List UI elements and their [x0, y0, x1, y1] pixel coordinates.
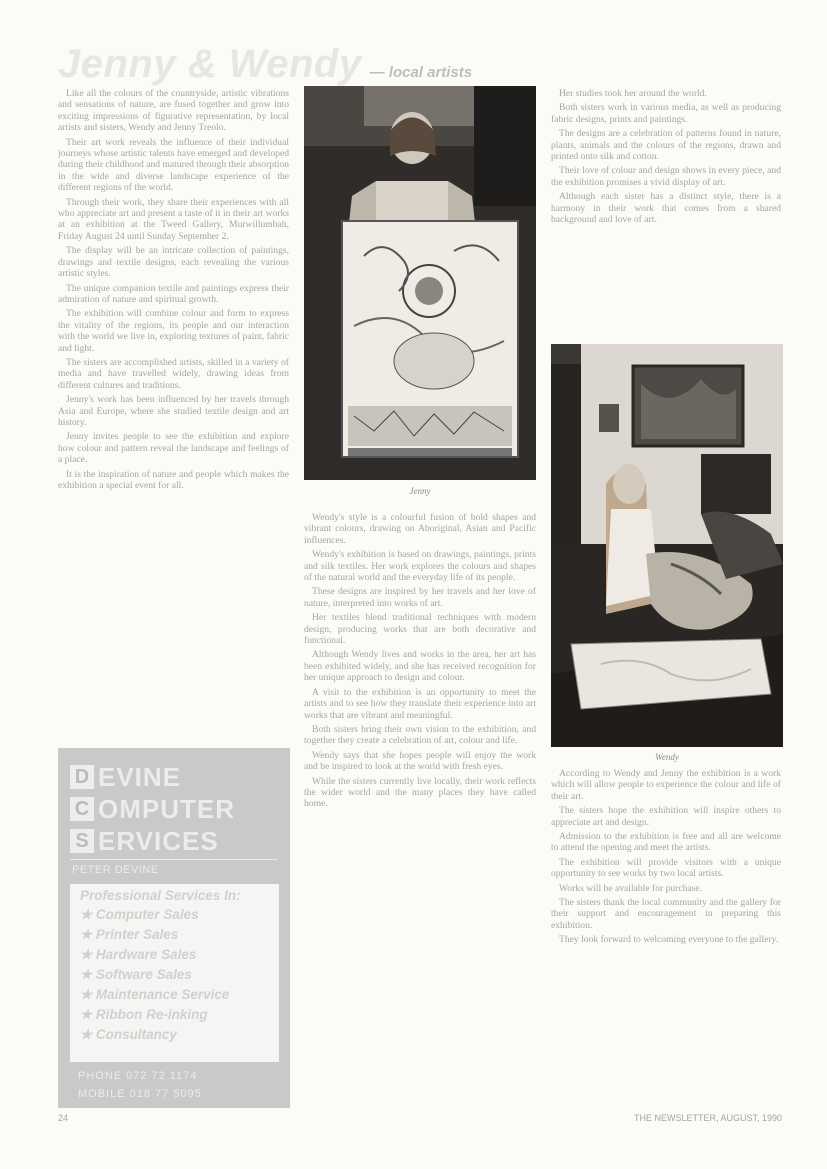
caption-jenny: Jenny [409, 486, 431, 496]
ad-divider [70, 859, 278, 860]
photo-wendy [551, 344, 783, 747]
caption-wendy: Wendy [655, 752, 679, 762]
advertisement-devine-computer-services [58, 748, 290, 1108]
photo-jenny-image [304, 86, 536, 480]
ad-service-item: ★ Ribbon Re-inking [80, 1007, 208, 1022]
headline-title: Jenny & Wendy [58, 42, 362, 86]
paragraph: Admission to the exhibition is free and all are welcome to attend the opening and meet the artists. [551, 831, 781, 854]
article-column-1 [58, 88, 289, 743]
ad-logo-letter: C [70, 797, 94, 821]
ad-logo-row-devine [70, 761, 182, 792]
ad-services-heading: Professional Services In: [80, 888, 241, 903]
ad-logo-word: OMPUTER [98, 793, 235, 824]
headline-subtitle: — local artists [369, 64, 473, 81]
paragraph: Although each sister has a distinct style, there is a harmony in their work that comes from a shared background and love of art. [551, 191, 781, 226]
paragraph: Jenny invites people to see the exhibition and explore how colour and pattern reveal the landscape and feelings of a place. [58, 431, 289, 466]
paragraph: Like all the colours of the countryside, artistic vibrations and sensations of nature, are fused together and grow into exciting impressions of figurative representation, by local artists and sisters, Wendy and Jenny Treolo. [58, 88, 289, 134]
ad-logo-letter: S [70, 829, 94, 853]
paragraph: While the sisters currently live locally, their work reflects the wider world and the many places they have called home. [304, 775, 536, 810]
paragraph: Their love of colour and design shows in every piece, and the exhibition promises a vivid display of art. [551, 165, 781, 188]
paragraph: Both sisters bring their own vision to the exhibition, and together they create a celebration of art, colour and life. [304, 723, 536, 747]
paragraph: Wendy's style is a colourful fusion of bold shapes and vibrant colours, drawing on Aboriginal, Asian and Pacific influences. [304, 512, 536, 546]
ad-service-item: ★ Consultancy [80, 1027, 177, 1042]
paragraph: Their art work reveals the influence of their individual journeys whose artistic talents have emerged and developed during their childhood and matured through their absorption in the wide and diverse landscape experience of the different regions of the world. [58, 136, 289, 194]
article-column-3-bottom [551, 768, 781, 1110]
ad-service-item: ★ Computer Sales [80, 907, 199, 922]
article-headline [58, 42, 518, 92]
paragraph: Works will be available for purchase. [559, 882, 703, 894]
paragraph: It is the inspiration of nature and people which makes the exhibition a special event for all. [58, 468, 289, 491]
ad-logo-row-computer [70, 793, 235, 824]
paragraph: The exhibition will combine colour and form to express the vitality of the regions, its people and our interaction with the world we live in, exploring textures of paint, fabric and light. [58, 308, 289, 354]
paragraph: The display will be an intricate collection of paintings, drawings and textile designs, each revealing the various artistic styles. [58, 245, 289, 280]
ad-proprietor-name: PETER DEVINE [72, 864, 159, 876]
paragraph: The unique companion textile and paintings express their admiration of nature and spiritual growth. [58, 282, 289, 305]
paragraph: The designs are a celebration of patterns found in nature, plants, animals and the colours of the regions, drawn and printed onto silk and cotton. [551, 128, 781, 163]
ad-logo-row-services [70, 825, 219, 856]
paragraph: They look forward to welcoming everyone to the gallery. [559, 934, 779, 946]
photo-wendy-image [551, 344, 783, 747]
paragraph: According to Wendy and Jenny the exhibition is a work which will allow people to experience the colour and life of their art. [551, 768, 781, 802]
paragraph: Through their work, they share their experiences with all who appreciate art and present a taste of it in their art works at an exhibition at the Tweed Gallery, Murwillumbah, Friday August 24 until Sunday September 2. [58, 196, 289, 242]
paragraph: Her textiles blend traditional techniques with modern design, producing works that are both decorative and functional. [304, 612, 536, 647]
paragraph: A visit to the exhibition is an opportunity to meet the artists and to see how they translate their experience into art works that are vibrant and meaningful. [304, 686, 536, 721]
paragraph: The sisters hope the exhibition will inspire others to appreciate art and design. [551, 805, 781, 828]
paragraph: Wendy's exhibition is based on drawings, paintings, prints and silk textiles. Her work explores the colours and shapes of the natural world and the everyday life of its people. [304, 549, 536, 584]
ad-services-box [70, 884, 279, 1062]
paragraph: The sisters are accomplished artists, skilled in a variety of media and have travelled widely, drawing ideas from different cultures and traditions. [58, 356, 289, 391]
ad-service-item: ★ Software Sales [80, 967, 192, 982]
paragraph: The exhibition will provide visitors with a unique opportunity to see works by two local artists. [551, 856, 781, 880]
ad-service-item: ★ Hardware Sales [80, 947, 197, 962]
paragraph: Jenny's work has been influenced by her travels through Asia and Europe, where she studied textile design and art history. [58, 394, 289, 428]
ad-mobile: MOBILE 018 77 5095 [78, 1088, 202, 1100]
paragraph: Wendy says that she hopes people will enjoy the work and be inspired to look at the world with fresh eyes. [304, 749, 536, 773]
paragraph: Her studies took her around the world. [559, 88, 707, 99]
paragraph: Although Wendy lives and works in the area, her art has been exhibited widely, and she has received recognition for her unique approach to design and colour. [304, 649, 536, 684]
paragraph: Both sisters work in various media, as well as producing fabric designs, prints and paintings. [551, 102, 781, 125]
paragraph: These designs are inspired by her travels and her love of nature, interpreted into works of art. [304, 586, 536, 609]
ad-service-item: ★ Printer Sales [80, 927, 179, 942]
article-column-2 [304, 512, 536, 1110]
article-column-3-top [551, 88, 781, 336]
paragraph: The sisters thank the local community and the gallery for their support and encouragement in preparing this exhibition. [551, 897, 781, 931]
photo-jenny [304, 86, 536, 480]
ad-logo-word: ERVICES [98, 825, 219, 856]
publication-footer: THE NEWSLETTER, AUGUST, 1990 [633, 1113, 782, 1123]
ad-logo-letter: D [70, 765, 94, 789]
ad-logo-word: EVINE [98, 761, 182, 792]
ad-phone: PHONE 072 72 1174 [78, 1070, 198, 1082]
ad-service-item: ★ Maintenance Service [80, 987, 230, 1002]
page-number: 24 [58, 1113, 69, 1123]
